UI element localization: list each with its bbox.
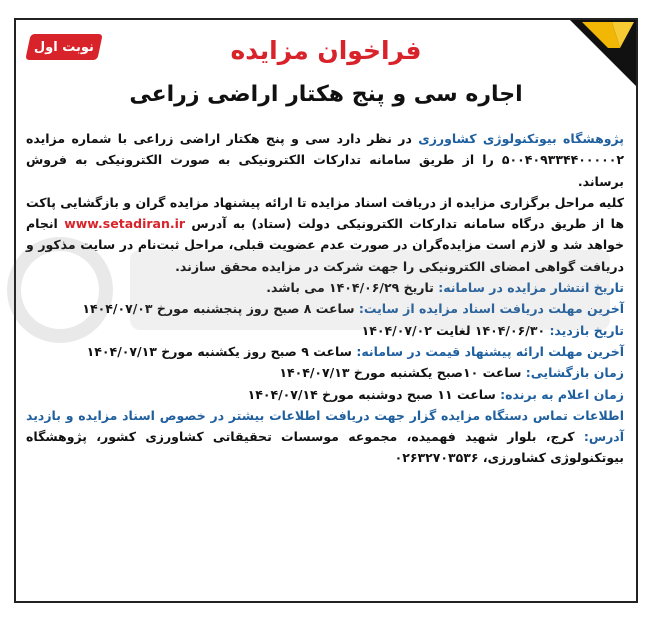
visit-date-line: [26, 320, 624, 341]
contact-paragraph: [26, 405, 624, 469]
process-text-after: انجام خواهد شد و لازم است مزایده‌گران در صورت عدم عضویت قبلی، مراحل ثبت‌نام در سایت مذکور و دریافت گواهی امضای الکترونیکی را جهت شرکت در مزایده محقق سازند.: [26, 216, 624, 274]
page-title: فراخوان مزایده: [230, 36, 422, 65]
announcement-body: [26, 128, 624, 469]
page-subtitle: اجاره سی و پنج هکتار اراضی زراعی: [129, 82, 523, 107]
opening-time-value: ساعت ۱۰صبح یکشنبه مورخ ۱۴۰۴/۰۷/۱۳: [279, 365, 522, 381]
visit-date-value: ۱۴۰۴/۰۶/۳۰ لغایت ۱۴۰۴/۰۷/۰۲: [361, 322, 546, 338]
opening-time-line: [26, 362, 624, 383]
winner-time-line: [26, 384, 624, 405]
docs-deadline-line: [26, 298, 624, 319]
publish-date-label: تاریخ انتشار مزایده در سامانه:: [438, 280, 624, 296]
bid-deadline-value: ساعت ۹ صبح روز یکشنبه مورخ ۱۴۰۴/۰۷/۱۳: [86, 343, 352, 359]
org-name: پژوهشگاه بیوتکنولوژی کشاورزی: [418, 131, 624, 146]
publish-date-value: تاریخ ۱۴۰۴/۰۶/۲۹ می باشد.: [266, 280, 434, 296]
process-text: کلیه مراحل برگزاری مزایده از دریافت اسناد مزایده تا ارائه پیشنهاد مزایده گران و بازگشایی پاکت ها از طریق درگاه سامانه تدارکات الکترونیکی دولت (ستاد) به آدرس: [26, 194, 624, 232]
winner-time-label: زمان اعلام به برنده:: [500, 386, 624, 402]
contact-value: کرج، بلوار شهید فهمیده، مجموعه موسسات تحقیقاتی کشاورزی کشور، پژوهشگاه بیوتکنولوژی کشاورزی، ۰۲۶۳۲۷۰۳۵۳۶: [26, 429, 624, 466]
process-paragraph: [26, 192, 624, 277]
contact-label: اطلاعات تماس دستگاه مزایده گزار جهت دریافت اطلاعات بیشتر در خصوص اسناد مزایده و بازدید آدرس:: [26, 407, 624, 445]
round-badge-label: نوبت اول: [33, 39, 95, 55]
website-link[interactable]: www.setadiran.ir: [64, 216, 186, 232]
intro-text: در نظر دارد سی و پنج هکتار اراضی زراعی با شماره مزایده ۵۰۰۴۰۹۳۳۴۴۰۰۰۰۰۲ را از طریق سامانه تدارکات الکترونیکی به صورت الکترونیکی به فروش برساند.: [26, 131, 624, 189]
docs-deadline-value: ساعت ۸ صبح روز پنجشنبه مورخ ۱۴۰۴/۰۷/۰۳: [82, 301, 355, 317]
bid-deadline-label: آخرین مهلت ارائه پیشنهاد قیمت در سامانه:: [356, 343, 624, 359]
announcement-frame: [14, 18, 638, 603]
winner-time-value: ساعت ۱۱ صبح دوشنبه مورخ ۱۴۰۴/۰۷/۱۴: [247, 386, 496, 402]
docs-deadline-label: آخرین مهلت دریافت اسناد مزایده از سایت:: [358, 301, 624, 317]
visit-date-label: تاریخ بازدید:: [549, 322, 624, 338]
bid-deadline-line: [26, 341, 624, 362]
opening-time-label: زمان بازگشایی:: [525, 365, 624, 381]
intro-paragraph: [26, 128, 624, 192]
publish-date-line: [26, 277, 624, 298]
